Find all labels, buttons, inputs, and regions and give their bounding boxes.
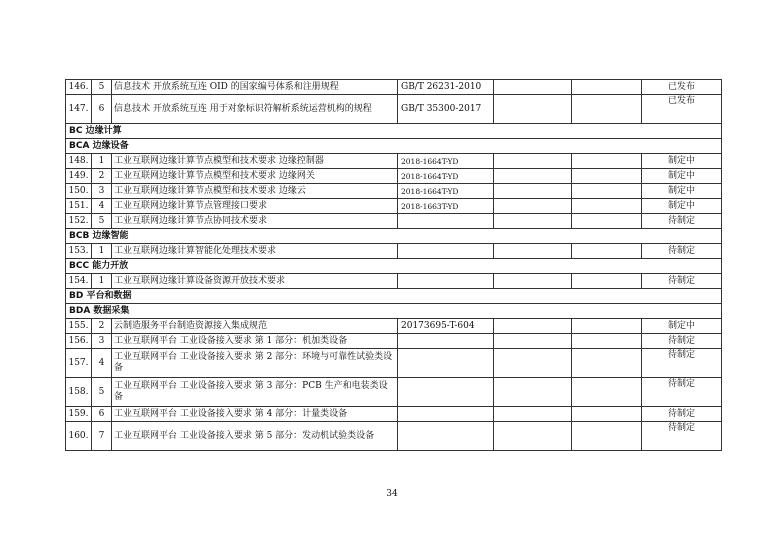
table-row bbox=[66, 407, 722, 422]
status-cell: 制定中 bbox=[642, 169, 722, 184]
standard-name: 工业互联网平台 工业设备接入要求 第 1 部分：机加类设备 bbox=[112, 334, 398, 349]
section-label: BDA 数据采集 bbox=[66, 304, 722, 319]
status-cell: 待制定 bbox=[642, 407, 722, 422]
standard-code bbox=[398, 274, 494, 289]
standard-code bbox=[398, 422, 494, 451]
empty-cell bbox=[494, 334, 572, 349]
section-label: BCB 边缘智能 bbox=[66, 229, 722, 244]
empty-cell bbox=[494, 244, 572, 259]
empty-cell bbox=[572, 154, 642, 169]
table-row bbox=[66, 422, 722, 451]
standard-name: 工业互联网边缘计算设备资源开放技术要求 bbox=[112, 274, 398, 289]
table-row bbox=[66, 244, 722, 259]
standard-name: 工业互联网平台 工业设备接入要求 第 3 部分：PCB 生产和电装类设备 bbox=[112, 378, 398, 407]
row-sequence: 4 bbox=[92, 349, 112, 378]
standard-name: 工业互联网边缘计算智能化处理技术要求 bbox=[112, 244, 398, 259]
standards-table bbox=[65, 79, 722, 451]
empty-cell bbox=[572, 214, 642, 229]
row-sequence: 5 bbox=[92, 214, 112, 229]
row-sequence: 3 bbox=[92, 184, 112, 199]
empty-cell bbox=[572, 95, 642, 124]
empty-cell bbox=[494, 422, 572, 451]
empty-cell bbox=[494, 199, 572, 214]
row-number: 154. bbox=[66, 274, 92, 289]
row-sequence: 7 bbox=[92, 422, 112, 451]
row-number: 146. bbox=[66, 80, 92, 95]
status-cell: 制定中 bbox=[642, 184, 722, 199]
status-cell: 制定中 bbox=[642, 154, 722, 169]
empty-cell bbox=[494, 407, 572, 422]
status-cell: 制定中 bbox=[642, 199, 722, 214]
row-sequence: 3 bbox=[92, 334, 112, 349]
table-row bbox=[66, 214, 722, 229]
table-row bbox=[66, 319, 722, 334]
empty-cell bbox=[494, 169, 572, 184]
standard-code bbox=[398, 334, 494, 349]
standard-name: 信息技术 开放系统互连 OID 的国家编号体系和注册规程 bbox=[112, 80, 398, 95]
empty-cell bbox=[572, 244, 642, 259]
row-number: 152. bbox=[66, 214, 92, 229]
status-cell: 待制定 bbox=[642, 349, 722, 378]
table-row bbox=[66, 349, 722, 378]
standard-code bbox=[398, 407, 494, 422]
row-number: 155. bbox=[66, 319, 92, 334]
empty-cell bbox=[572, 184, 642, 199]
standard-name: 工业互联网边缘计算节点管理接口要求 bbox=[112, 199, 398, 214]
standard-code bbox=[398, 244, 494, 259]
section-header-row bbox=[66, 259, 722, 274]
row-sequence: 1 bbox=[92, 244, 112, 259]
row-sequence: 6 bbox=[92, 407, 112, 422]
row-sequence: 1 bbox=[92, 154, 112, 169]
status-cell: 待制定 bbox=[642, 378, 722, 407]
empty-cell bbox=[494, 184, 572, 199]
standard-code: 2018-1663T-YD bbox=[398, 199, 494, 214]
status-cell: 制定中 bbox=[642, 319, 722, 334]
status-cell: 待制定 bbox=[642, 244, 722, 259]
table-row bbox=[66, 95, 722, 124]
standard-name: 工业互联网边缘计算节点模型和技术要求 边缘网关 bbox=[112, 169, 398, 184]
standard-name: 工业互联网平台 工业设备接入要求 第 5 部分：发动机试验类设备 bbox=[112, 422, 398, 451]
standard-code bbox=[398, 378, 494, 407]
standard-name: 信息技术 开放系统互连 用于对象标识符解析系统运营机构的规程 bbox=[112, 95, 398, 124]
row-sequence: 1 bbox=[92, 274, 112, 289]
row-number: 148. bbox=[66, 154, 92, 169]
section-label: BC 边缘计算 bbox=[66, 124, 722, 139]
row-number: 150. bbox=[66, 184, 92, 199]
empty-cell bbox=[572, 199, 642, 214]
standard-code: GB/T 35300-2017 bbox=[398, 95, 494, 124]
table-row bbox=[66, 378, 722, 407]
status-cell: 待制定 bbox=[642, 214, 722, 229]
standard-name: 工业互联网边缘计算节点模型和技术要求 边缘控制器 bbox=[112, 154, 398, 169]
section-label: BCC 能力开放 bbox=[66, 259, 722, 274]
page-number: 34 bbox=[386, 489, 398, 499]
empty-cell bbox=[572, 378, 642, 407]
standard-code: 20173695-T-604 bbox=[398, 319, 494, 334]
status-cell: 已发布 bbox=[642, 95, 722, 124]
table-row bbox=[66, 169, 722, 184]
row-sequence: 4 bbox=[92, 199, 112, 214]
row-sequence: 6 bbox=[92, 95, 112, 124]
empty-cell bbox=[494, 154, 572, 169]
standard-code: GB/T 26231-2010 bbox=[398, 80, 494, 95]
section-header-row bbox=[66, 124, 722, 139]
row-number: 147. bbox=[66, 95, 92, 124]
empty-cell bbox=[494, 214, 572, 229]
section-label: BD 平台和数据 bbox=[66, 289, 722, 304]
empty-cell bbox=[572, 319, 642, 334]
row-number: 153. bbox=[66, 244, 92, 259]
section-header-row bbox=[66, 229, 722, 244]
status-cell: 待制定 bbox=[642, 274, 722, 289]
empty-cell bbox=[494, 349, 572, 378]
row-number: 156. bbox=[66, 334, 92, 349]
status-cell: 待制定 bbox=[642, 334, 722, 349]
empty-cell bbox=[572, 407, 642, 422]
row-number: 151. bbox=[66, 199, 92, 214]
row-sequence: 5 bbox=[92, 378, 112, 407]
standard-name: 工业互联网平台 工业设备接入要求 第 4 部分：计量类设备 bbox=[112, 407, 398, 422]
row-sequence: 2 bbox=[92, 169, 112, 184]
row-number: 159. bbox=[66, 407, 92, 422]
section-header-row bbox=[66, 289, 722, 304]
standard-code: 2018-1664T-YD bbox=[398, 154, 494, 169]
section-label: BCA 边缘设备 bbox=[66, 139, 722, 154]
section-header-row bbox=[66, 139, 722, 154]
table-row bbox=[66, 184, 722, 199]
table-row bbox=[66, 154, 722, 169]
standard-code: 2018-1664T-YD bbox=[398, 169, 494, 184]
row-number: 149. bbox=[66, 169, 92, 184]
row-number: 158. bbox=[66, 378, 92, 407]
standard-name: 工业互联网边缘计算节点协同技术要求 bbox=[112, 214, 398, 229]
standard-code bbox=[398, 349, 494, 378]
status-cell: 待制定 bbox=[642, 422, 722, 451]
standard-name: 工业互联网边缘计算节点模型和技术要求 边缘云 bbox=[112, 184, 398, 199]
row-sequence: 2 bbox=[92, 319, 112, 334]
standard-code bbox=[398, 214, 494, 229]
row-number: 157. bbox=[66, 349, 92, 378]
empty-cell bbox=[494, 378, 572, 407]
empty-cell bbox=[494, 80, 572, 95]
empty-cell bbox=[572, 349, 642, 378]
standard-name: 工业互联网平台 工业设备接入要求 第 2 部分：环境与可靠性试验类设备 bbox=[112, 349, 398, 378]
empty-cell bbox=[572, 274, 642, 289]
row-number: 160. bbox=[66, 422, 92, 451]
status-cell: 已发布 bbox=[642, 80, 722, 95]
table-row bbox=[66, 334, 722, 349]
empty-cell bbox=[572, 169, 642, 184]
section-header-row bbox=[66, 304, 722, 319]
table-row bbox=[66, 80, 722, 95]
standard-code: 2018-1664T-YD bbox=[398, 184, 494, 199]
empty-cell bbox=[494, 95, 572, 124]
empty-cell bbox=[572, 334, 642, 349]
table-row bbox=[66, 274, 722, 289]
table-row bbox=[66, 199, 722, 214]
standard-name: 云制造服务平台制造资源接入集成规范 bbox=[112, 319, 398, 334]
empty-cell bbox=[572, 422, 642, 451]
empty-cell bbox=[494, 274, 572, 289]
empty-cell bbox=[572, 80, 642, 95]
empty-cell bbox=[494, 319, 572, 334]
row-sequence: 5 bbox=[92, 80, 112, 95]
